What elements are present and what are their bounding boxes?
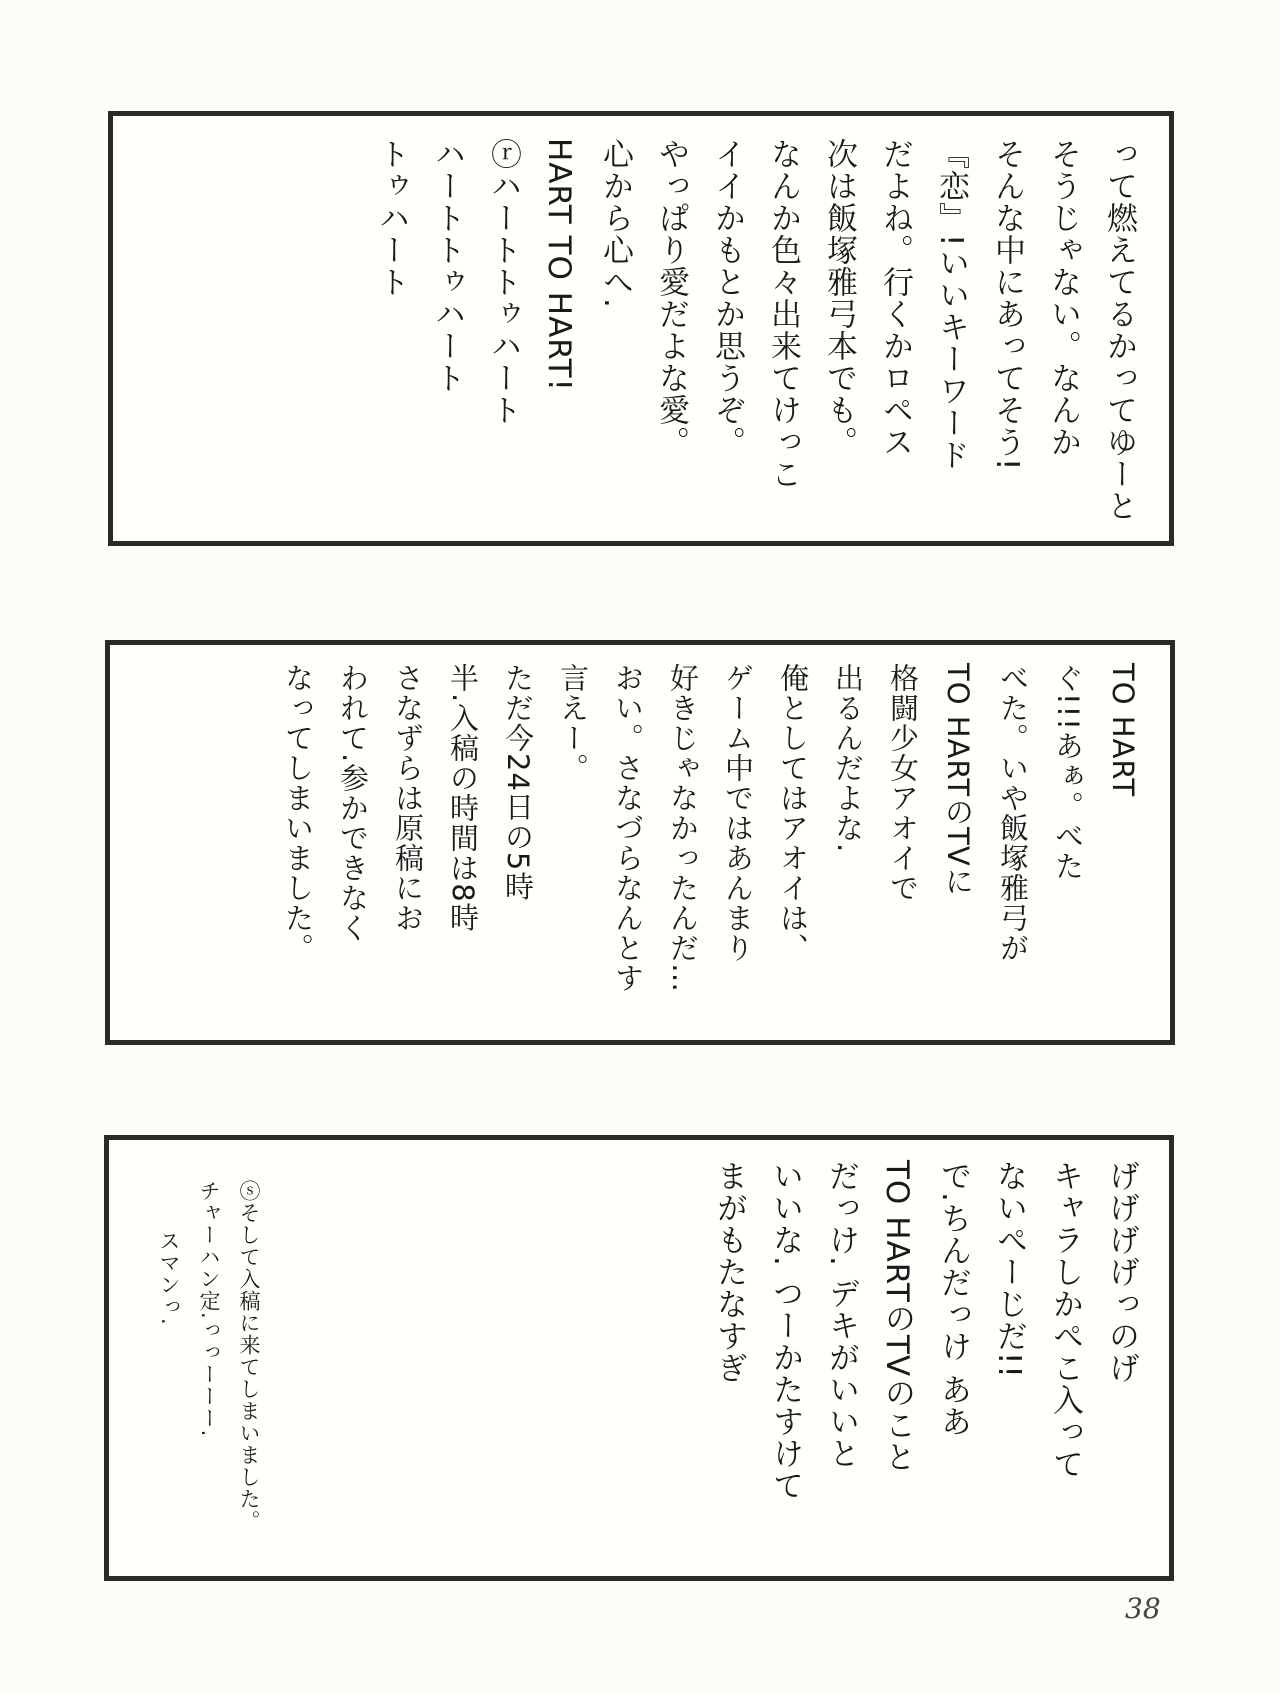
text-line: 心から心へ. (597, 138, 633, 309)
text-line: で.ちんだっけ ああ (935, 1160, 971, 1438)
text-line: ないぺーじだ!! (991, 1160, 1027, 1379)
text-line: TO HART (1106, 663, 1140, 798)
text-line: ハートトゥハート (429, 138, 465, 394)
text-line: 俺としてはアオイは、 (776, 663, 810, 963)
text-line: げげげげっのげ (1103, 1160, 1139, 1384)
text-line: トゥハート (373, 138, 409, 298)
text-line: 次は飯塚雅弓本でも。 (821, 138, 857, 458)
text-line: ただ今24日の5時 (501, 663, 535, 902)
text-line: TO HARTのTVに (941, 663, 975, 897)
text-line: だよね。行くかロペス (877, 138, 913, 458)
text-line: そんな中にあってそう! (989, 138, 1025, 472)
text-line: いいな. つーかたすけて (767, 1160, 803, 1502)
text-line: なってしまいました。 (281, 663, 315, 963)
text-line: TO HARTのTVのこと (879, 1160, 915, 1474)
text-line: だっけ. デキがいいと (823, 1160, 859, 1470)
text-line: まがもたなすぎ (711, 1160, 747, 1384)
text-line: 半.入稿の時間は8時 (446, 663, 480, 933)
note-line: スマンっ. (157, 1230, 181, 1326)
text-line: 出るんだよな. (831, 663, 865, 854)
panel-1-text (363, 138, 1147, 533)
text-line: イイかもとか思うぞ。 (709, 138, 745, 458)
text-line: やっぱり愛だよな愛。 (653, 138, 689, 458)
panel-3-notes (149, 1180, 269, 1560)
page-number: 38 (1125, 1592, 1161, 1625)
text-panel-2 (105, 640, 1175, 1045)
text-line: 言えー。 (556, 663, 590, 783)
panel-2-text (270, 663, 1150, 1033)
panel-3-text (701, 1160, 1149, 1560)
note-line: ⓢそして入稿に来てしまいました。 (237, 1180, 261, 1532)
text-line: べた。いや飯塚雅弓が (996, 663, 1030, 963)
text-line: 好きじゃなかったんだ… (666, 663, 700, 993)
text-line: さなずらは原稿にお (391, 663, 425, 933)
note-line: チャーハン定.っっーーー. (197, 1180, 221, 1438)
text-line: なんか色々出来てけっこ (765, 138, 801, 490)
text-line: ゲーム中ではあんまり (721, 663, 755, 963)
text-line: 格闘少女アオイで (886, 663, 920, 903)
text-line: ⓡハートトゥハート (485, 138, 521, 426)
text-line: そうじゃない。なんか (1045, 138, 1081, 458)
text-line: キャラしかぺこ入って (1047, 1160, 1083, 1480)
text-line: HART TO HART! (541, 138, 577, 392)
text-line: ぐ!!!あぁ。べた (1051, 663, 1085, 881)
text-line: おい。さなづらなんとす (611, 663, 645, 993)
text-line: って燃えてるかってゆーと (1101, 138, 1137, 522)
text-line: われて.参かできなく (336, 663, 370, 944)
text-panel-1 (108, 111, 1174, 546)
text-line: 『恋』!いいキーワード (933, 138, 969, 472)
text-panel-3 (104, 1135, 1174, 1581)
